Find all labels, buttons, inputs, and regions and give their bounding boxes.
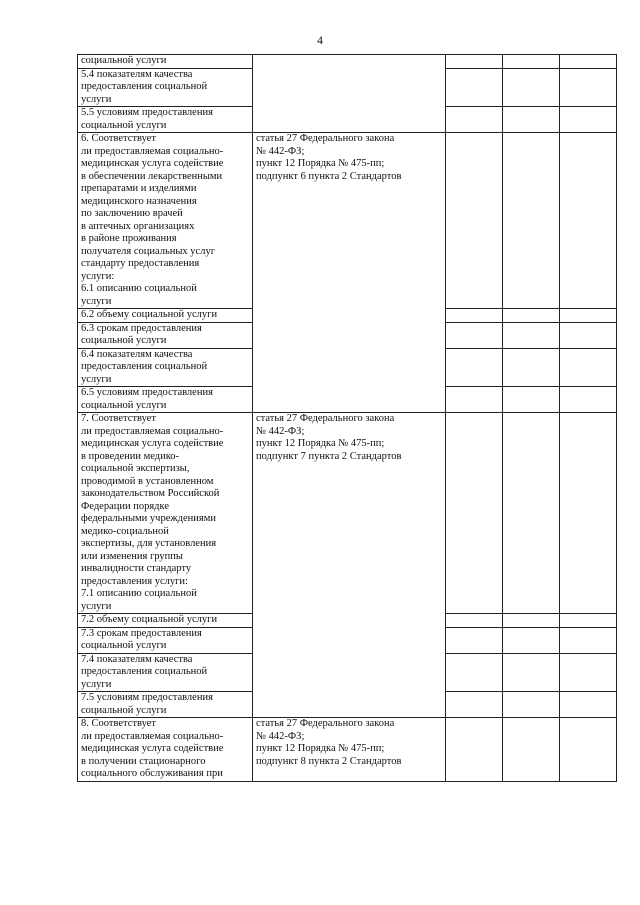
criterion-text-line: социального обслуживания при xyxy=(81,768,223,779)
answer-no-cell[interactable] xyxy=(503,387,560,413)
criterion-text-line: медицинская услуга содействие xyxy=(81,158,224,169)
criterion-cell xyxy=(78,322,253,348)
answer-no-cell[interactable] xyxy=(503,133,560,309)
answer-no-cell[interactable] xyxy=(503,627,560,653)
legal-reference-cell xyxy=(253,55,446,133)
criterion-text-line: социальной услуги xyxy=(81,119,167,131)
answer-no-cell[interactable] xyxy=(503,653,560,692)
criterion-text-line: социальной услуги xyxy=(81,335,167,346)
criterion-text-line: в аптечных организациях xyxy=(81,220,195,232)
legal-reference-cell xyxy=(253,718,446,782)
answer-na-cell[interactable] xyxy=(560,718,617,782)
legal-reference-line: пункт 12 Порядка № 475-пп; xyxy=(256,158,385,169)
inspection-checklist-table xyxy=(77,54,617,782)
answer-no-cell[interactable] xyxy=(503,614,560,628)
answer-na-cell[interactable] xyxy=(560,309,617,323)
answer-yes-cell[interactable] xyxy=(446,68,503,107)
criterion-text-line: Федерации порядке xyxy=(81,500,170,512)
criterion-text-line: ли предоставляемая социально- xyxy=(81,730,224,742)
criterion-text-line: в получении стационарного xyxy=(81,755,206,767)
criterion-text-line: 6.1 описанию социальной xyxy=(81,283,197,294)
criterion-text-line: 6.2 объему социальной услуги xyxy=(81,309,218,320)
criterion-text-line: медицинского назначения xyxy=(81,195,197,207)
answer-yes-cell[interactable] xyxy=(446,413,503,614)
answer-na-cell[interactable] xyxy=(560,68,617,107)
criterion-text-line: 6.3 срокам предоставления xyxy=(81,322,202,334)
criterion-cell xyxy=(78,387,253,413)
legal-reference-line: № 442-ФЗ; xyxy=(256,730,305,742)
answer-na-cell[interactable] xyxy=(560,107,617,133)
criterion-text-line: услуги xyxy=(81,295,112,307)
criterion-text-line: социальной экспертизы, xyxy=(81,463,190,474)
criterion-cell xyxy=(78,614,253,628)
criterion-cell xyxy=(78,309,253,323)
answer-na-cell[interactable] xyxy=(560,55,617,69)
criterion-text-line: услуги xyxy=(81,678,112,690)
criterion-text-line: в обеспечении лекарственными xyxy=(81,170,223,182)
legal-reference-line: статья 27 Федерального закона xyxy=(256,133,395,144)
criterion-text-line: 7.4 показателям качества xyxy=(81,653,193,665)
criterion-text-line: 7.2 объему социальной услуги xyxy=(81,614,218,625)
legal-reference-cell xyxy=(253,413,446,718)
criterion-text-line: предоставления социальной xyxy=(81,81,208,92)
criterion-text-line: 7.5 условиям предоставления xyxy=(81,692,213,703)
criterion-text-line: предоставления социальной xyxy=(81,666,208,677)
answer-yes-cell[interactable] xyxy=(446,627,503,653)
criterion-text-line: услуги xyxy=(81,600,112,612)
criterion-text-line: медицинская услуга содействие xyxy=(81,438,224,449)
criterion-text-line: 7.1 описанию социальной xyxy=(81,588,197,599)
criterion-text-line: 6. Соответствует xyxy=(81,133,156,144)
answer-na-cell[interactable] xyxy=(560,692,617,718)
criterion-text-line: ли предоставляемая социально- xyxy=(81,425,224,437)
answer-yes-cell[interactable] xyxy=(446,322,503,348)
criterion-text-line: социальной услуги xyxy=(81,55,167,66)
answer-yes-cell[interactable] xyxy=(446,309,503,323)
criterion-cell xyxy=(78,692,253,718)
table-row xyxy=(78,55,617,69)
answer-no-cell[interactable] xyxy=(503,322,560,348)
criterion-text-line: 6.4 показателям качества xyxy=(81,348,193,360)
criterion-text-line: 5.5 условиям предоставления xyxy=(81,107,213,118)
table-row xyxy=(78,413,617,614)
criterion-text-line: 6.5 условиям предоставления xyxy=(81,387,213,398)
answer-na-cell[interactable] xyxy=(560,387,617,413)
answer-no-cell[interactable] xyxy=(503,309,560,323)
criterion-cell xyxy=(78,68,253,107)
criterion-text-line: в районе проживания xyxy=(81,233,177,244)
criterion-text-line: в проведении медико- xyxy=(81,450,180,462)
criterion-text-line: получателя социальных услуг xyxy=(81,245,216,257)
answer-na-cell[interactable] xyxy=(560,614,617,628)
criterion-text-line: или изменения группы xyxy=(81,550,183,562)
answer-no-cell[interactable] xyxy=(503,55,560,69)
answer-yes-cell[interactable] xyxy=(446,387,503,413)
answer-yes-cell[interactable] xyxy=(446,614,503,628)
answer-yes-cell[interactable] xyxy=(446,348,503,387)
criterion-text-line: предоставления услуги: xyxy=(81,575,188,587)
answer-na-cell[interactable] xyxy=(560,322,617,348)
answer-yes-cell[interactable] xyxy=(446,55,503,69)
criterion-cell xyxy=(78,107,253,133)
criterion-cell xyxy=(78,133,253,309)
criterion-text-line: услуги xyxy=(81,373,112,385)
criterion-cell xyxy=(78,627,253,653)
criterion-cell xyxy=(78,55,253,69)
criterion-cell xyxy=(78,348,253,387)
criterion-text-line: 7. Соответствует xyxy=(81,413,156,424)
criterion-text-line: предоставления социальной xyxy=(81,361,208,372)
answer-no-cell[interactable] xyxy=(503,692,560,718)
criterion-text-line: законодательством Российской xyxy=(81,488,220,499)
criterion-text-line: медицинская услуга содействие xyxy=(81,743,224,754)
legal-reference-cell xyxy=(253,133,446,413)
criterion-text-line: 7.3 срокам предоставления xyxy=(81,627,202,639)
criterion-text-line: инвалидности стандарту xyxy=(81,563,192,574)
legal-reference-line: подпункт 6 пункта 2 Стандартов xyxy=(256,170,402,182)
criterion-text-line: экспертизы, для установления xyxy=(81,538,217,549)
criterion-cell xyxy=(78,413,253,614)
answer-yes-cell[interactable] xyxy=(446,653,503,692)
criterion-text-line: социальной услуги xyxy=(81,399,167,411)
criterion-text-line: 5.4 показателям качества xyxy=(81,68,193,80)
answer-na-cell[interactable] xyxy=(560,653,617,692)
answer-no-cell[interactable] xyxy=(503,107,560,133)
criterion-text-line: социальной услуги xyxy=(81,640,167,651)
criterion-text-line: препаратами и изделиями xyxy=(81,183,197,194)
criterion-text-line: 8. Соответствует xyxy=(81,718,156,729)
legal-reference-line: пункт 12 Порядка № 475-пп; xyxy=(256,743,385,754)
answer-na-cell[interactable] xyxy=(560,348,617,387)
criterion-text-line: услуги xyxy=(81,93,112,105)
legal-reference-line: № 442-ФЗ; xyxy=(256,145,305,157)
legal-reference-line: подпункт 8 пункта 2 Стандартов xyxy=(256,755,402,767)
legal-reference-line: пункт 12 Порядка № 475-пп; xyxy=(256,438,385,449)
criterion-cell xyxy=(78,718,253,782)
criterion-text-line: проводимой в установленном xyxy=(81,475,214,487)
answer-yes-cell[interactable] xyxy=(446,133,503,309)
answer-yes-cell[interactable] xyxy=(446,718,503,782)
answer-no-cell[interactable] xyxy=(503,718,560,782)
criterion-text-line: стандарту предоставления xyxy=(81,258,200,269)
answer-no-cell[interactable] xyxy=(503,413,560,614)
legal-reference-line: подпункт 7 пункта 2 Стандартов xyxy=(256,450,402,462)
answer-yes-cell[interactable] xyxy=(446,107,503,133)
table-row xyxy=(78,718,617,782)
criterion-text-line: федеральными учреждениями xyxy=(81,513,216,524)
answer-na-cell[interactable] xyxy=(560,413,617,614)
legal-reference-line: № 442-ФЗ; xyxy=(256,425,305,437)
criterion-text-line: ли предоставляемая социально- xyxy=(81,145,224,157)
answer-no-cell[interactable] xyxy=(503,348,560,387)
criterion-text-line: медико-социальной xyxy=(81,525,169,537)
answer-no-cell[interactable] xyxy=(503,68,560,107)
criterion-text-line: социальной услуги xyxy=(81,704,167,716)
legal-reference-line: статья 27 Федерального закона xyxy=(256,413,395,424)
answer-yes-cell[interactable] xyxy=(446,692,503,718)
criterion-text-line: по заключению врачей xyxy=(81,208,183,219)
answer-na-cell[interactable] xyxy=(560,133,617,309)
table-row xyxy=(78,133,617,309)
legal-reference-line: статья 27 Федерального закона xyxy=(256,718,395,729)
page-number: 4 xyxy=(317,33,323,47)
answer-na-cell[interactable] xyxy=(560,627,617,653)
criterion-cell xyxy=(78,653,253,692)
criterion-text-line: услуги: xyxy=(81,270,115,282)
